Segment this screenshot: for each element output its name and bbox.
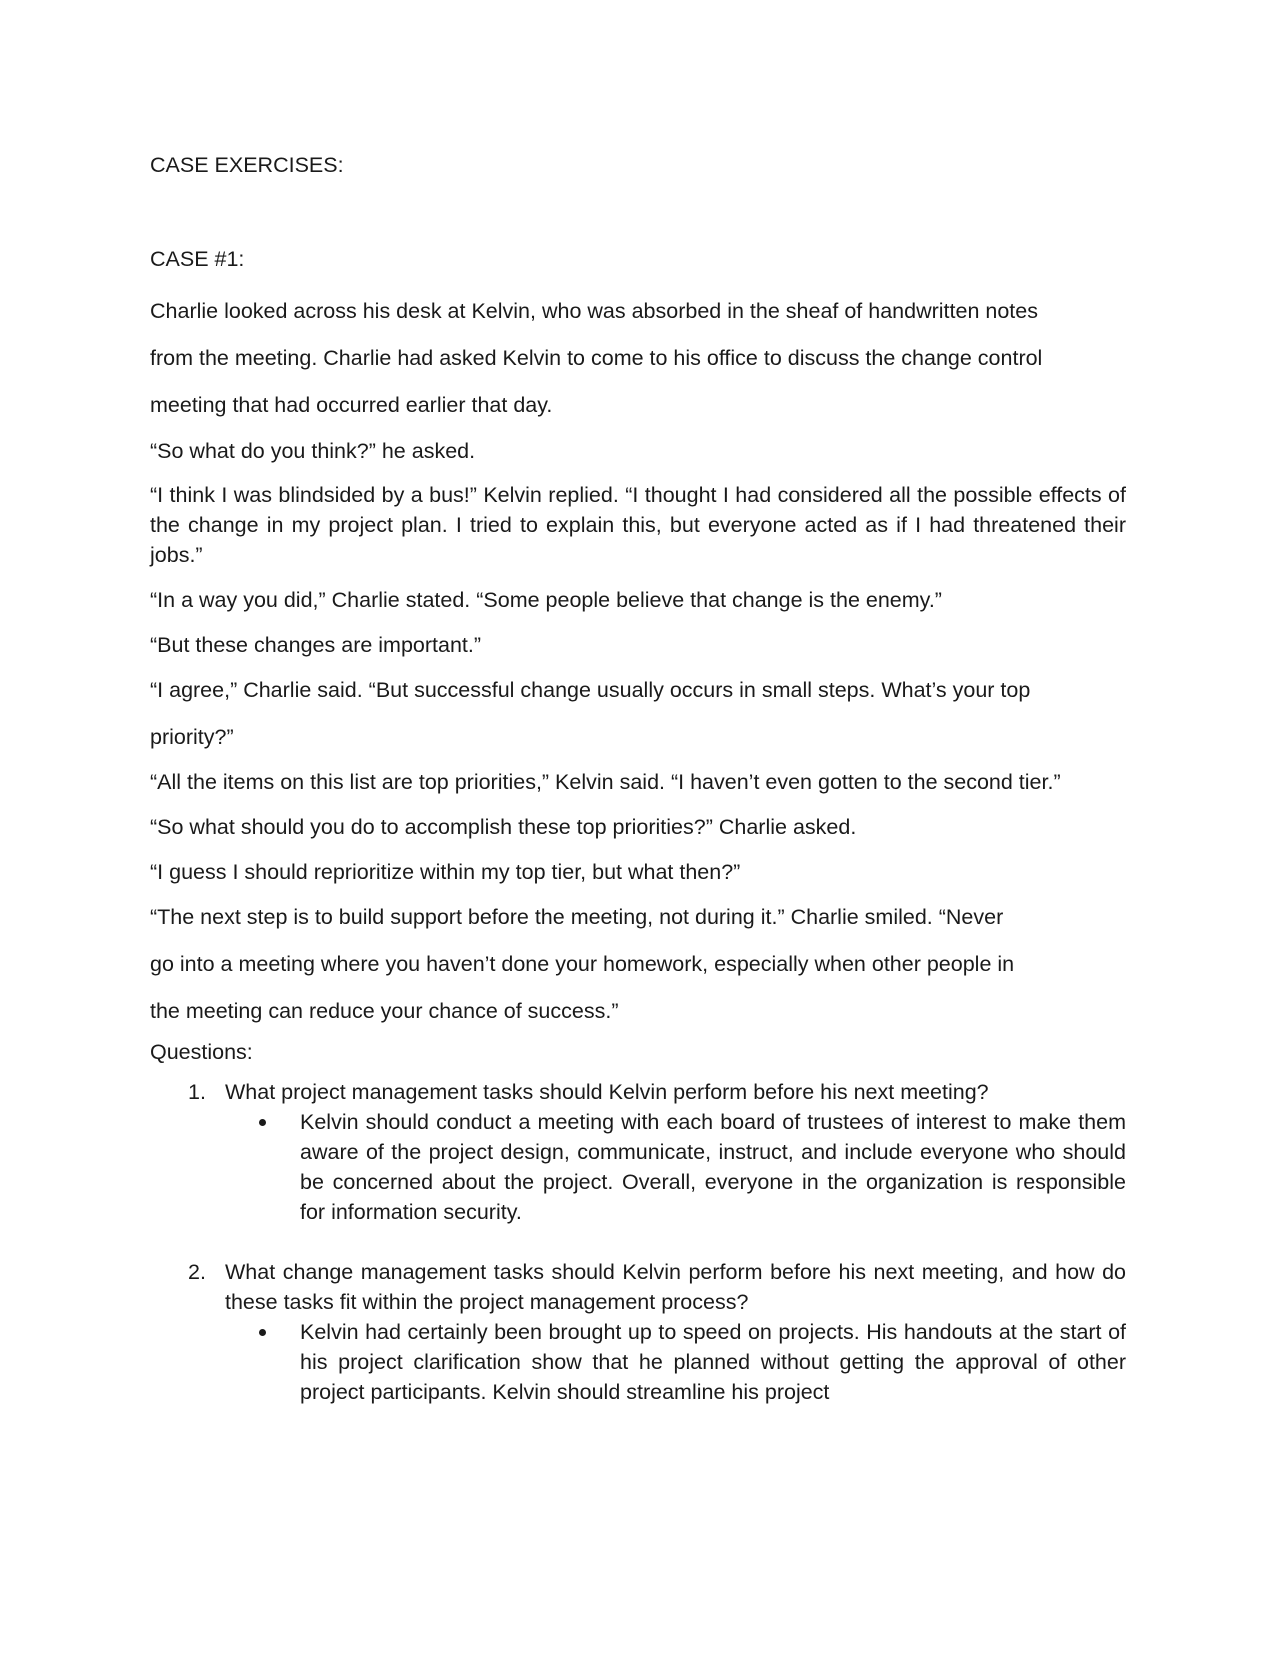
- dialogue-paragraph: “So what do you think?” he asked.: [150, 439, 476, 463]
- dialogue-paragraph: [150, 667, 1126, 761]
- dialogue-line: priority?”: [150, 725, 234, 749]
- question-item: [150, 1077, 1126, 1227]
- intro-line: meeting that had occurred earlier that day.: [150, 393, 553, 417]
- intro-line: from the meeting. Charlie had asked Kelvin to come to his office to discuss the change control: [150, 346, 1043, 370]
- answer-item: [225, 1107, 1126, 1227]
- dialogue-line: “I agree,” Charlie said. “But successful change usually occurs in small steps. What’s your top: [150, 678, 1031, 702]
- question-number: 1.: [188, 1080, 206, 1104]
- dialogue-paragraph: “So what should you do to accomplish these top priorities?” Charlie asked.: [150, 815, 857, 839]
- dialogue-paragraph: “I think I was blindsided by a bus!” Kelvin replied. “I thought I had considered all the possible effects of the change in my project plan. I tried to explain this, but everyone acted as if I had threatened their jobs.”: [150, 483, 1126, 567]
- case-title: CASE #1:: [150, 247, 245, 271]
- dialogue-line: go into a meeting where you haven’t done your homework, especially when other people in: [150, 952, 1015, 976]
- intro-paragraph: [150, 288, 1126, 429]
- answer-item: [225, 1317, 1126, 1407]
- questions-label: Questions:: [150, 1040, 253, 1064]
- answer-list: [225, 1317, 1126, 1407]
- dialogue-line: the meeting can reduce your chance of success.”: [150, 999, 619, 1023]
- questions-list: [150, 1077, 1126, 1407]
- dialogue-paragraph: “I guess I should reprioritize within my top tier, but what then?”: [150, 860, 741, 884]
- document-page: [150, 150, 1126, 1437]
- dialogue-paragraph: “All the items on this list are top priorities,” Kelvin said. “I haven’t even gotten to the second tier.”: [150, 770, 1061, 794]
- dialogue-paragraph: [150, 894, 1126, 1035]
- answer-list: [225, 1107, 1126, 1227]
- intro-line: Charlie looked across his desk at Kelvin, who was absorbed in the sheaf of handwritten notes: [150, 299, 1038, 323]
- bullet-icon: [259, 1329, 266, 1336]
- document-heading: CASE EXERCISES:: [150, 153, 344, 177]
- dialogue-paragraph: “In a way you did,” Charlie stated. “Some people believe that change is the enemy.”: [150, 588, 942, 612]
- answer-text: Kelvin should conduct a meeting with each board of trustees of interest to make them aware of the project design, communicate, instruct, and include everyone who should be concerned about the project. Overall, everyone in the organization is responsible for information security.: [300, 1110, 1126, 1224]
- answer-text: Kelvin had certainly been brought up to speed on projects. His handouts at the start of his project clarification show that he planned without getting the approval of other project participants. Kelvin should streamline his project: [300, 1320, 1126, 1404]
- question-text: What change management tasks should Kelvin perform before his next meeting, and how do these tasks fit within the project management process?: [225, 1260, 1126, 1314]
- bullet-icon: [259, 1119, 266, 1126]
- question-item: [150, 1257, 1126, 1407]
- question-number: 2.: [188, 1260, 206, 1284]
- dialogue-line: “The next step is to build support before the meeting, not during it.” Charlie smiled. “Never: [150, 905, 1004, 929]
- dialogue-paragraph: “But these changes are important.”: [150, 633, 482, 657]
- question-text: What project management tasks should Kelvin perform before his next meeting?: [225, 1080, 989, 1104]
